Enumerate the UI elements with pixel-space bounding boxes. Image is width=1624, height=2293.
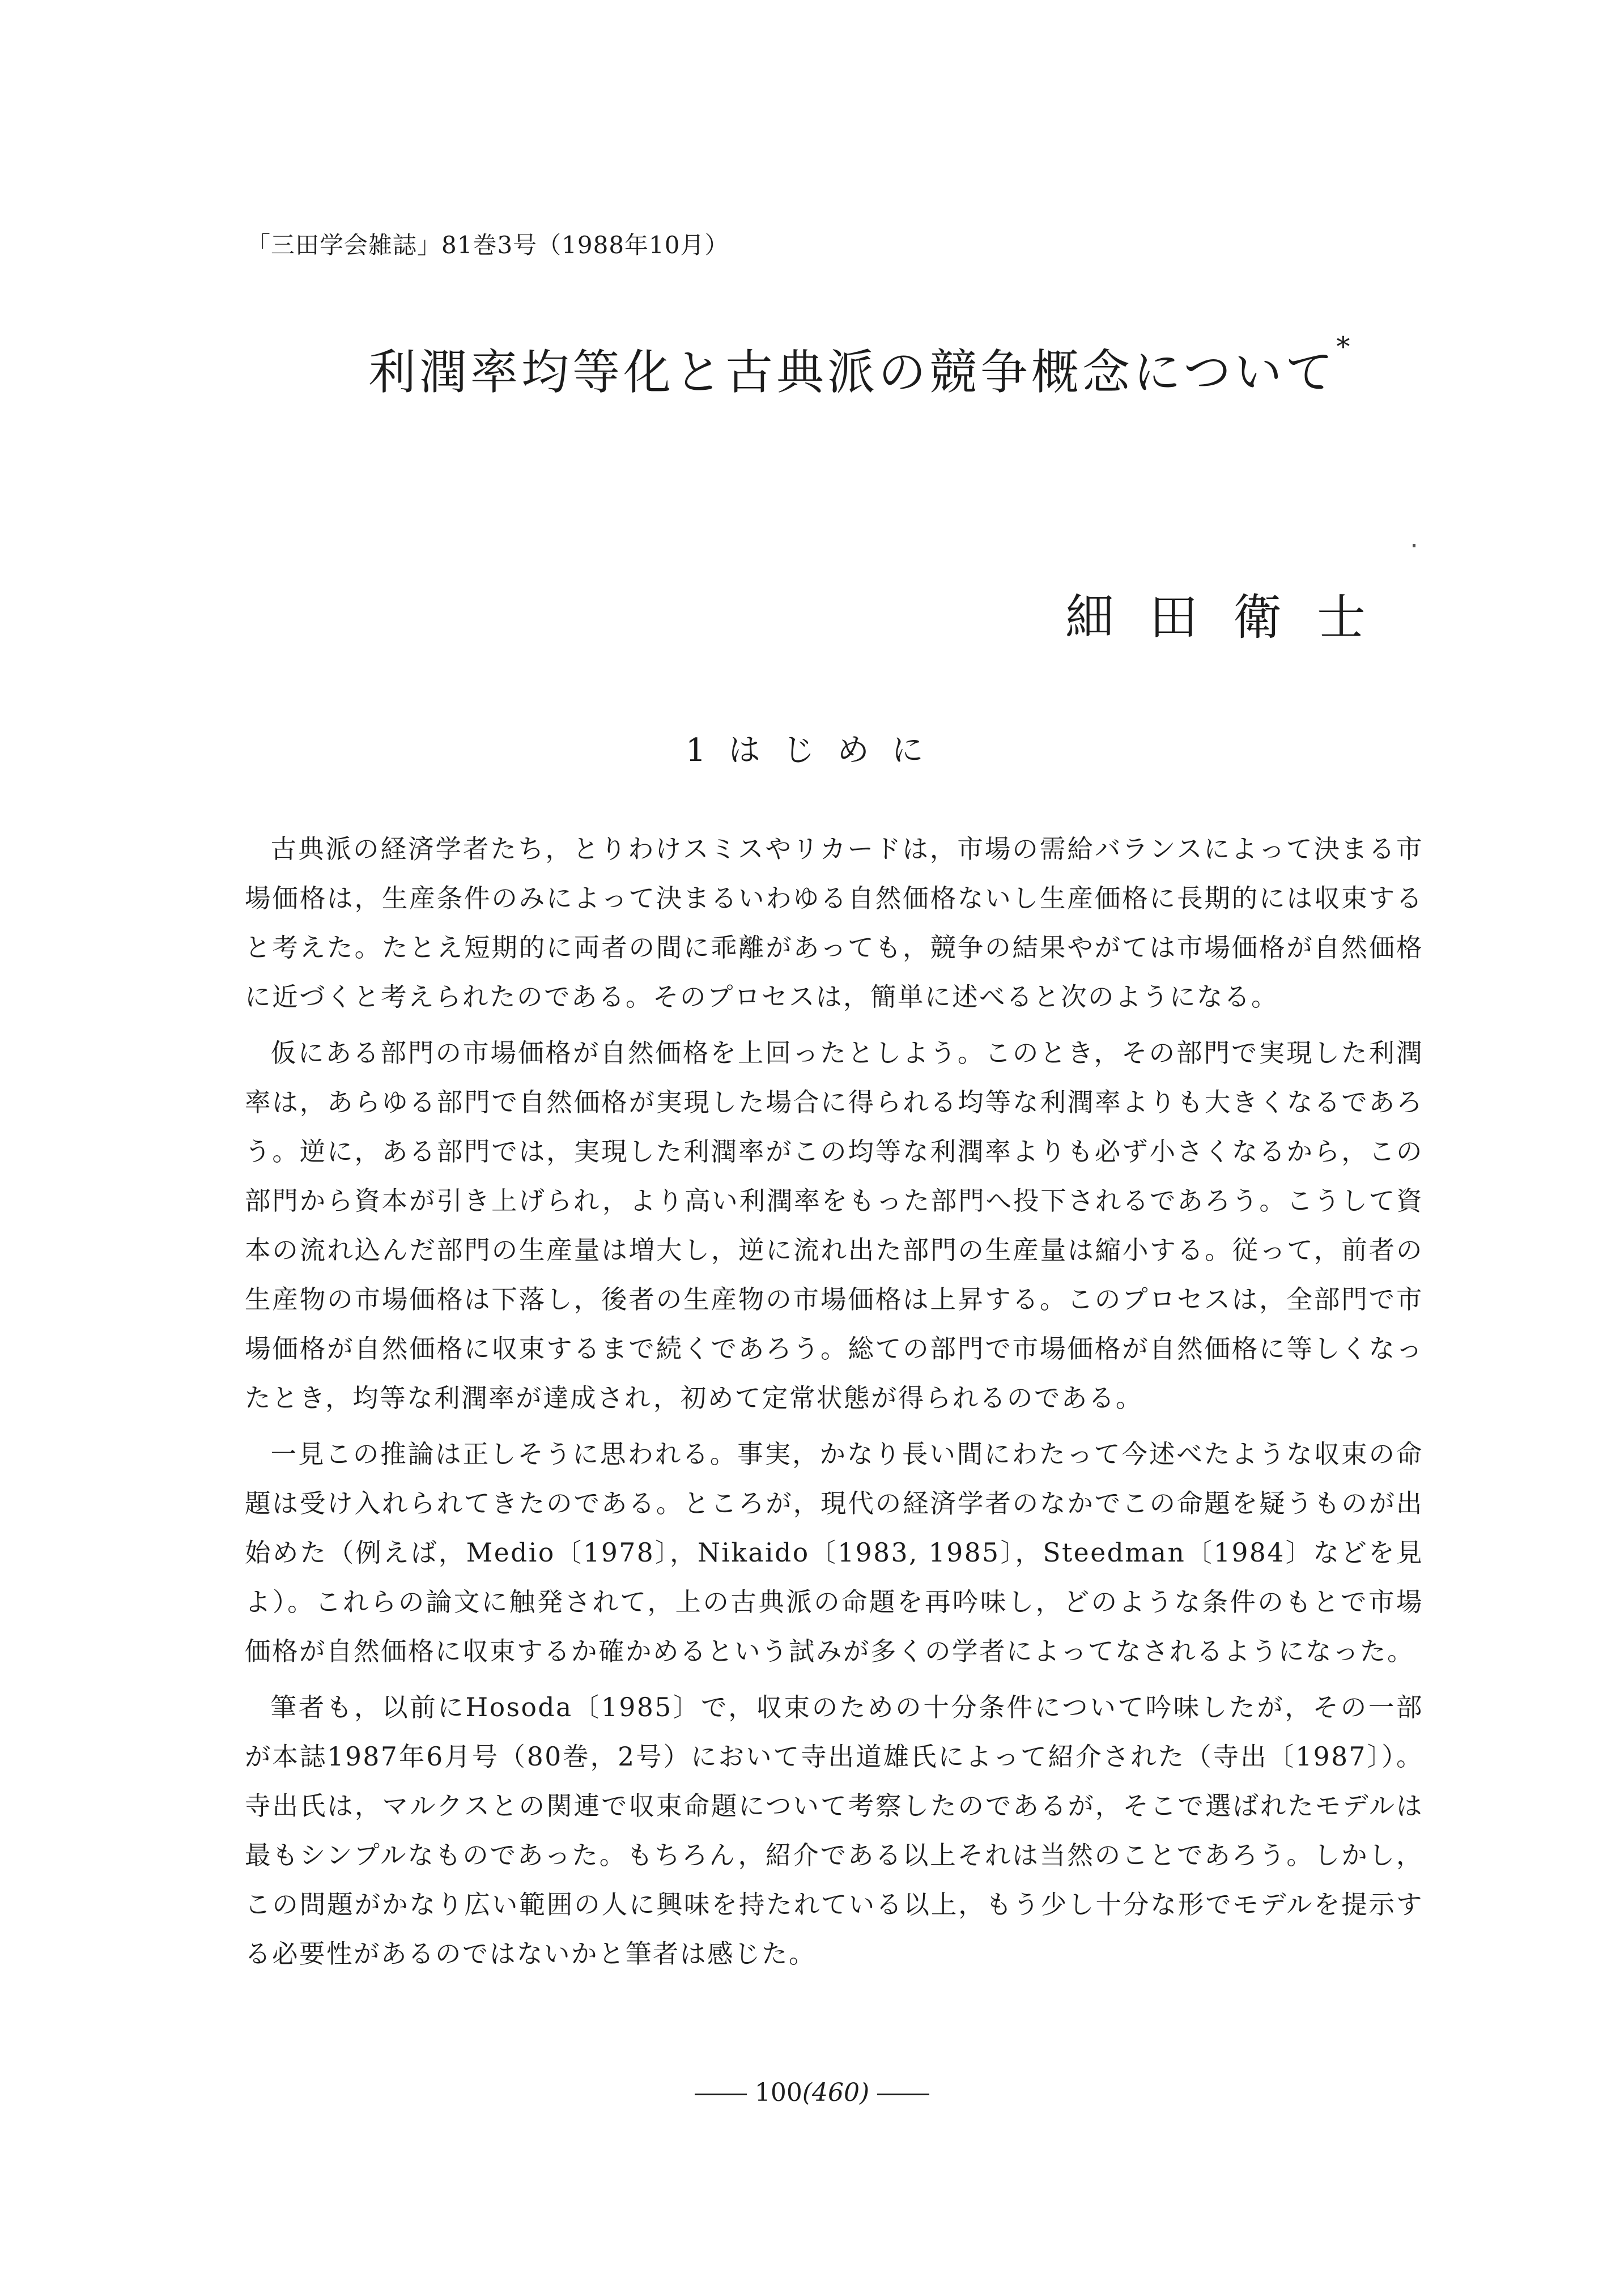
article-title-text: 利潤率均等化と古典派の競争概念について	[368, 344, 1337, 400]
body-text	[245, 824, 1423, 1985]
footer-rule-left	[695, 2094, 747, 2095]
paragraph: 古典派の経済学者たち，とりわけスミスやリカードは，市場の需給バランスによって決まる市場価格は，生産条件のみによって決まるいわゆる自然価格ないし生産価格に長期的には収束すると考えた。たとえ短期的に両者の間に乖離があっても，競争の結果やがては市場価格が自然価格に近づくと考えられたのである。そのプロセスは，簡単に述べると次のようになる。	[245, 834, 1423, 1012]
page-footer	[0, 2078, 1624, 2107]
section-heading: 1はじめに	[686, 732, 946, 769]
scan-artifact	[1413, 544, 1415, 547]
article-title	[368, 331, 1350, 403]
original-page-number: (460)	[802, 2078, 870, 2107]
paragraph: 筆者も，以前にHosoda〔1985〕で，収束のための十分条件について吟味したが，その一部が本誌1987年6月号（80巻，2号）において寺出道雄氏によって紹介された（寺出〔1987〕）。寺出氏は，マルクスとの関連で収束命題について考察したのであるが，そこで選ばれたモデルは最もシンプルなものであった。もちろん，紹介である以上それは当然のことであろう。しかし，この問題がかなり広い範囲の人に興味を持たれている以上，もう少し十分な形でモデルを提示する必要性があるのではないかと筆者は感じた。	[245, 1692, 1423, 1969]
footer-rule-right	[877, 2094, 929, 2095]
paragraph: 一見この推論は正しそうに思われる。事実，かなり長い間にわたって今述べたような収束の命題は受け入れられてきたのである。ところが，現代の経済学者のなかでこの命題を疑うものが出始めた（例えば，Medio〔1978〕，Nikaido〔1983, 1985〕，Steedman〔1984〕などを見よ）。これらの論文に触発されて，上の古典派の命題を再吟味し，どのような条件のもとで市場価格が自然価格に収束するか確かめるという試みが多くの学者によってなされるようになった。	[245, 1439, 1423, 1666]
author-name: 細田衛士	[1065, 589, 1401, 646]
journal-citation: 「三田学会雑誌」81巻3号（1988年10月）	[246, 231, 729, 259]
title-footnote-mark: *	[1336, 331, 1350, 363]
paragraph: 仮にある部門の市場価格が自然価格を上回ったとしよう。このとき，その部門で実現した利潤率は，あらゆる部門で自然価格が実現した場合に得られる均等な利潤率よりも大きくなるであろう。逆に，ある部門では，実現した利潤率がこの均等な利潤率よりも必ず小さくなるから，この部門から資本が引き上げられ，より高い利潤率をもった部門へ投下されるであろう。こうして資本の流れ込んだ部門の生産量は増大し，逆に流れ出た部門の生産量は縮小する。従って，前者の生産物の市場価格は下落し，後者の生産物の市場価格は上昇する。このプロセスは，全部門で市場価格が自然価格に収束するまで続くであろう。総ての部門で市場価格が自然価格に等しくなったとき，均等な利潤率が達成され，初めて定常状態が得られるのである。	[245, 1038, 1423, 1413]
page-number: 100	[754, 2078, 802, 2107]
